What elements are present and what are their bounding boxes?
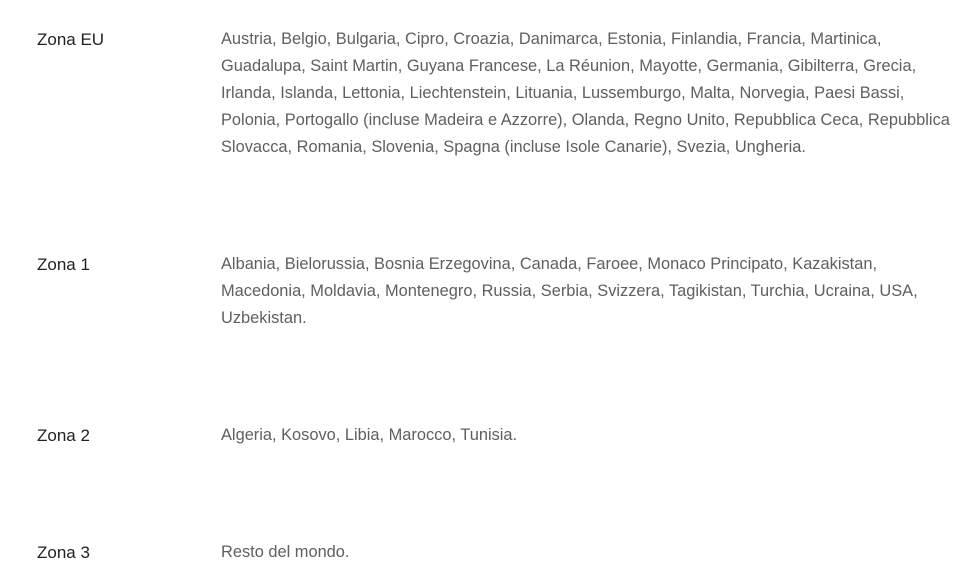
zone-name: Zona 2 xyxy=(37,426,90,445)
zone-name: Zona EU xyxy=(37,30,105,49)
zone-countries: Resto del mondo. xyxy=(221,543,350,561)
zone-name: Zona 1 xyxy=(37,255,90,274)
zone-countries: Algeria, Kosovo, Libia, Marocco, Tunisia. xyxy=(221,426,518,444)
zone-countries: Albania, Bielorussia, Bosnia Erzegovina, Canada, Faroee, Monaco Principato, Kazakistan, Macedonia, Moldavia, Montenegro, Russia, Serbia, Svizzera, Tagikistan, Turchia, Ucraina, USA, Uzbekistan. xyxy=(221,255,918,327)
zone-countries: Austria, Belgio, Bulgaria, Cipro, Croazia, Danimarca, Estonia, Finlandia, Francia, Martinica, Guadalupa, Saint Martin, Guyana Francese, La Réunion, Mayotte, Germania, Gibilterra, Grecia, Irlanda, Islanda, Lettonia, Liechtenstein, Lituania, Lussemburgo, Malta, Norvegia, Paesi Bassi, Polonia, Portogallo (incluse Madeira e Azzorre), Olanda, Regno Unito, Repubblica Ceca, Repubblica Slovacca, Romania, Slovenia, Spagna (incluse Isole Canarie), Svezia, Ungheria. xyxy=(221,30,950,156)
zone-name: Zona 3 xyxy=(37,543,90,562)
